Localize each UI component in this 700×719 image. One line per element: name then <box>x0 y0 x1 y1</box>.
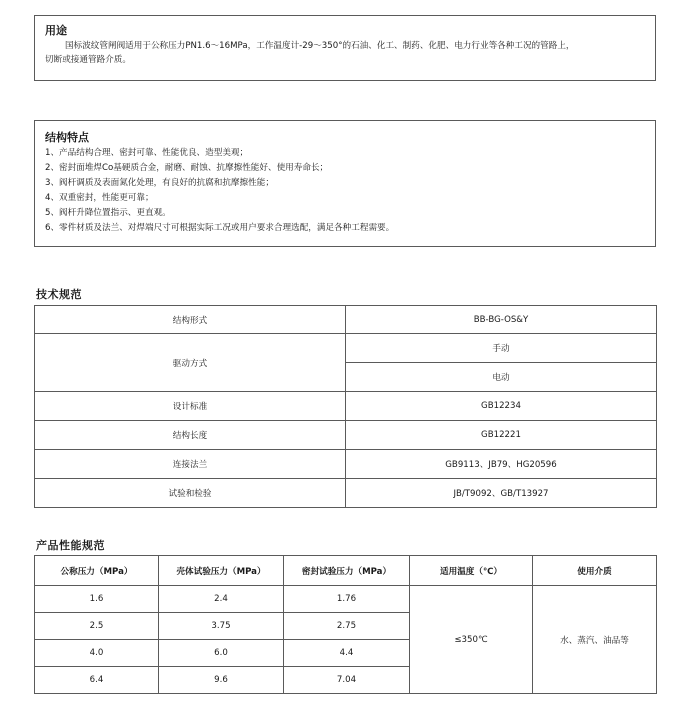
shell-test-cell: 9.6 <box>159 667 284 694</box>
spec-label: 驱动方式 <box>35 334 346 392</box>
table-row <box>35 334 657 363</box>
usage-text-line2: 切断或接通管路介质。 <box>45 55 131 65</box>
spec-table <box>34 305 657 508</box>
seal-test-cell: 2.75 <box>284 613 410 640</box>
feature-item-3: 3、阀杆调质及表面氮化处理，有良好的抗腐和抗摩擦性能； <box>45 178 274 188</box>
feature-item-1: 1、产品结构合理、密封可靠、性能优良、造型美观； <box>45 148 249 158</box>
spec-value: 手动 <box>346 334 657 363</box>
features-box <box>34 120 656 247</box>
spec-value: GB12234 <box>346 392 657 421</box>
spec-label: 结构长度 <box>35 421 346 450</box>
table-row <box>35 479 657 508</box>
feature-item-5: 5、阀杆升降位置指示、更直观。 <box>45 208 171 218</box>
features-title: 结构特点 <box>45 131 89 144</box>
seal-test-cell: 1.76 <box>284 586 410 613</box>
spec-label: 结构形式 <box>35 306 346 334</box>
shell-test-cell: 6.0 <box>159 640 284 667</box>
usage-box <box>34 15 656 81</box>
temperature-cell: ≤350℃ <box>410 586 533 694</box>
usage-title: 用途 <box>45 24 67 37</box>
nominal-pressure-cell: 4.0 <box>35 640 159 667</box>
table-row <box>35 306 657 334</box>
usage-text-line1: 国标波纹管闸阀适用于公称压力PN1.6～16MPa，工作温度计-29～350°的石油、化工、制药、化肥、电力行业等各种工况的管路上， <box>65 41 575 51</box>
header-shell-test-pressure: 壳体试验压力（MPa） <box>159 556 284 586</box>
nominal-pressure-cell: 2.5 <box>35 613 159 640</box>
header-seal-test-pressure: 密封试验压力（MPa） <box>284 556 410 586</box>
shell-test-cell: 2.4 <box>159 586 284 613</box>
spec-label: 设计标准 <box>35 392 346 421</box>
header-temperature: 适用温度（℃） <box>410 556 533 586</box>
spec-label: 试验和检验 <box>35 479 346 508</box>
nominal-pressure-cell: 6.4 <box>35 667 159 694</box>
nominal-pressure-cell: 1.6 <box>35 586 159 613</box>
feature-item-2: 2、密封面堆焊Co基硬质合金，耐磨、耐蚀、抗摩擦性能好、使用寿命长； <box>45 163 329 173</box>
seal-test-cell: 7.04 <box>284 667 410 694</box>
header-nominal-pressure: 公称压力（MPa） <box>35 556 159 586</box>
table-header-row <box>35 556 657 586</box>
feature-item-6: 6、零件材质及法兰、对焊端尺寸可根据实际工况或用户要求合理选配，满足各种工程需要。 <box>45 223 395 233</box>
spec-heading: 技术规范 <box>36 288 82 301</box>
spec-value: 电动 <box>346 363 657 392</box>
medium-cell: 水、蒸汽、油品等 <box>533 586 657 694</box>
shell-test-cell: 3.75 <box>159 613 284 640</box>
table-row <box>35 392 657 421</box>
table-row <box>35 586 657 613</box>
table-row <box>35 450 657 479</box>
spec-value: GB9113、JB79、HG20596 <box>346 450 657 479</box>
performance-heading: 产品性能规范 <box>36 539 105 552</box>
table-row <box>35 421 657 450</box>
spec-label: 连接法兰 <box>35 450 346 479</box>
spec-value: JB/T9092、GB/T13927 <box>346 479 657 508</box>
performance-table <box>34 555 657 694</box>
spec-value: BB-BG-OS&Y <box>346 306 657 334</box>
feature-item-4: 4、双重密封，性能更可靠； <box>45 193 154 203</box>
header-medium: 使用介质 <box>533 556 657 586</box>
spec-value: GB12221 <box>346 421 657 450</box>
seal-test-cell: 4.4 <box>284 640 410 667</box>
